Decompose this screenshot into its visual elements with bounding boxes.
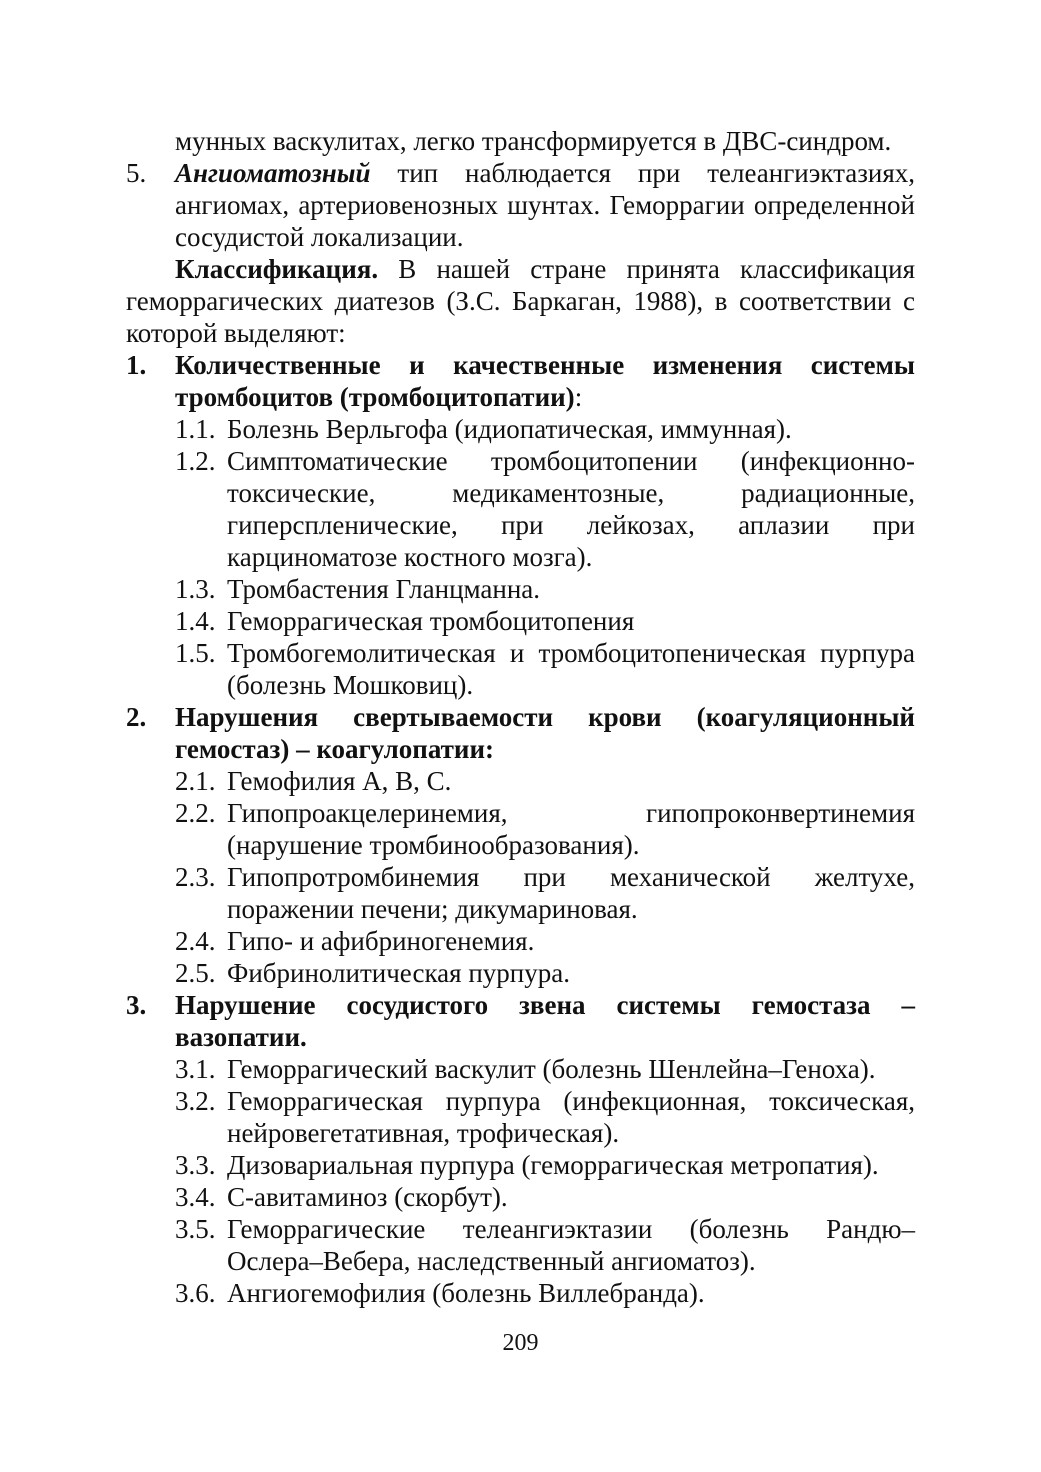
item-text: Гипопротромбинемия при механической желтухе, поражении печени; дикумариновая.: [227, 862, 915, 924]
section-heading: [126, 701, 915, 765]
section-heading: [126, 989, 915, 1053]
list-item: [175, 765, 915, 797]
item-text: Тромбогемолитическая и тромбоцитопеническая пурпура (болезнь Мошковиц).: [227, 638, 915, 700]
classification-text: В нашей стране принята классификация геморрагических диатезов (З.С. Баркаган, 1988), в соответствии с которой выделяют:: [126, 254, 915, 348]
item-text: Геморрагические телеангиэктазии (болезнь Рандю–Ослера–Вебера, наследственный ангиоматоз).: [227, 1214, 915, 1276]
item-number: 3.2.: [175, 1086, 216, 1116]
section-title-text: Количественные и качественные изменения системы тромбоцитов (тромбоцитопатии): [175, 350, 915, 412]
list-item: [175, 1085, 915, 1149]
subsection-list: [126, 1053, 915, 1309]
section-3: [126, 989, 915, 1309]
subsection-list: [126, 765, 915, 989]
item-text: Гипопроакцелеринемия, гипопроконвертинемия (нарушение тромбинообразования).: [227, 798, 915, 860]
list-item: [175, 797, 915, 861]
item-number: 1.3.: [175, 574, 216, 604]
section-title: [175, 349, 915, 413]
item-number: 3.1.: [175, 1054, 216, 1084]
list-item: [175, 925, 915, 957]
list-item: [175, 637, 915, 701]
list-item: [175, 1181, 915, 1213]
item-text: Геморрагический васкулит (болезнь Шенлейна–Геноха).: [227, 1054, 876, 1084]
item-number: 2.2.: [175, 798, 216, 828]
item-text: Гемофилия А, В, С.: [227, 766, 452, 796]
item-text: Тромбастения Гланцманна.: [227, 574, 541, 604]
list-item: [175, 1053, 915, 1085]
item-text: Симптоматические тромбоцитопении (инфекционно-токсические, медикаментозные, радиационные, гиперспленические, при лейкозах, аплазии при карциноматозе костного мозга).: [227, 446, 915, 572]
list-item-number: 5.: [126, 158, 147, 188]
list-item: [175, 1149, 915, 1181]
item-text: Болезнь Верльгофа (идиопатическая, иммунная).: [227, 414, 792, 444]
list-item: [175, 861, 915, 925]
item-text: Гипо- и афибриногенемия.: [227, 926, 535, 956]
section-number: 2.: [126, 702, 147, 732]
section-title: Нарушения свертываемости крови (коагуляционный гемостаз) – коагулопатии:: [175, 702, 915, 764]
item-number: 2.1.: [175, 766, 216, 796]
item-number: 1.2.: [175, 446, 216, 476]
section-title-suffix: :: [574, 382, 583, 412]
continuation-paragraph: мунных васкулитах, легко трансформируется в ДВС-синдром.: [175, 126, 892, 156]
list-item-description: тип наблюдается при телеангиэктазиях, ангиомах, артериовенозных шунтах. Геморрагии определенной сосудистой локализации.: [175, 158, 915, 252]
item-number: 2.3.: [175, 862, 216, 892]
classification-paragraph: [126, 253, 915, 349]
item-number: 2.4.: [175, 926, 216, 956]
list-item-5: [126, 157, 915, 253]
list-item-text: [175, 157, 915, 253]
list-item: [175, 573, 915, 605]
item-text: Геморрагическая тромбоцитопения: [227, 606, 635, 636]
section-number: 1.: [126, 350, 147, 380]
item-text: Ангиогемофилия (болезнь Виллебранда).: [227, 1278, 705, 1308]
section-1: [126, 349, 915, 701]
list-item: [175, 605, 915, 637]
item-number: 1.5.: [175, 638, 216, 668]
subsection-list: [126, 413, 915, 701]
list-item: [175, 957, 915, 989]
page-number: 209: [502, 1330, 539, 1356]
item-number: 3.5.: [175, 1214, 216, 1244]
item-number: 3.4.: [175, 1182, 216, 1212]
term-angiomatous: Ангиоматозный: [175, 158, 371, 188]
section-number: 3.: [126, 990, 147, 1020]
item-number: 1.1.: [175, 414, 216, 444]
page-content: [126, 125, 915, 1309]
section-heading: [126, 349, 915, 413]
item-number: 3.6.: [175, 1278, 216, 1308]
item-text: Фибринолитическая пурпура.: [227, 958, 570, 988]
list-item: [175, 413, 915, 445]
section-2: [126, 701, 915, 989]
item-number: 1.4.: [175, 606, 216, 636]
item-number: 3.3.: [175, 1150, 216, 1180]
item-text: С-авитаминоз (скорбут).: [227, 1182, 508, 1212]
item-number: 2.5.: [175, 958, 216, 988]
item-text: Дизовариальная пурпура (геморрагическая метропатия).: [227, 1150, 879, 1180]
list-item: [175, 1213, 915, 1277]
item-text: Геморрагическая пурпура (инфекционная, токсическая, нейровегетативная, трофическая).: [227, 1086, 915, 1148]
list-item: [175, 445, 915, 573]
section-title: Нарушение сосудистого звена системы гемостаза – вазопатии.: [175, 990, 915, 1052]
list-item: [175, 1277, 915, 1309]
classification-label: Классификация.: [175, 254, 379, 284]
